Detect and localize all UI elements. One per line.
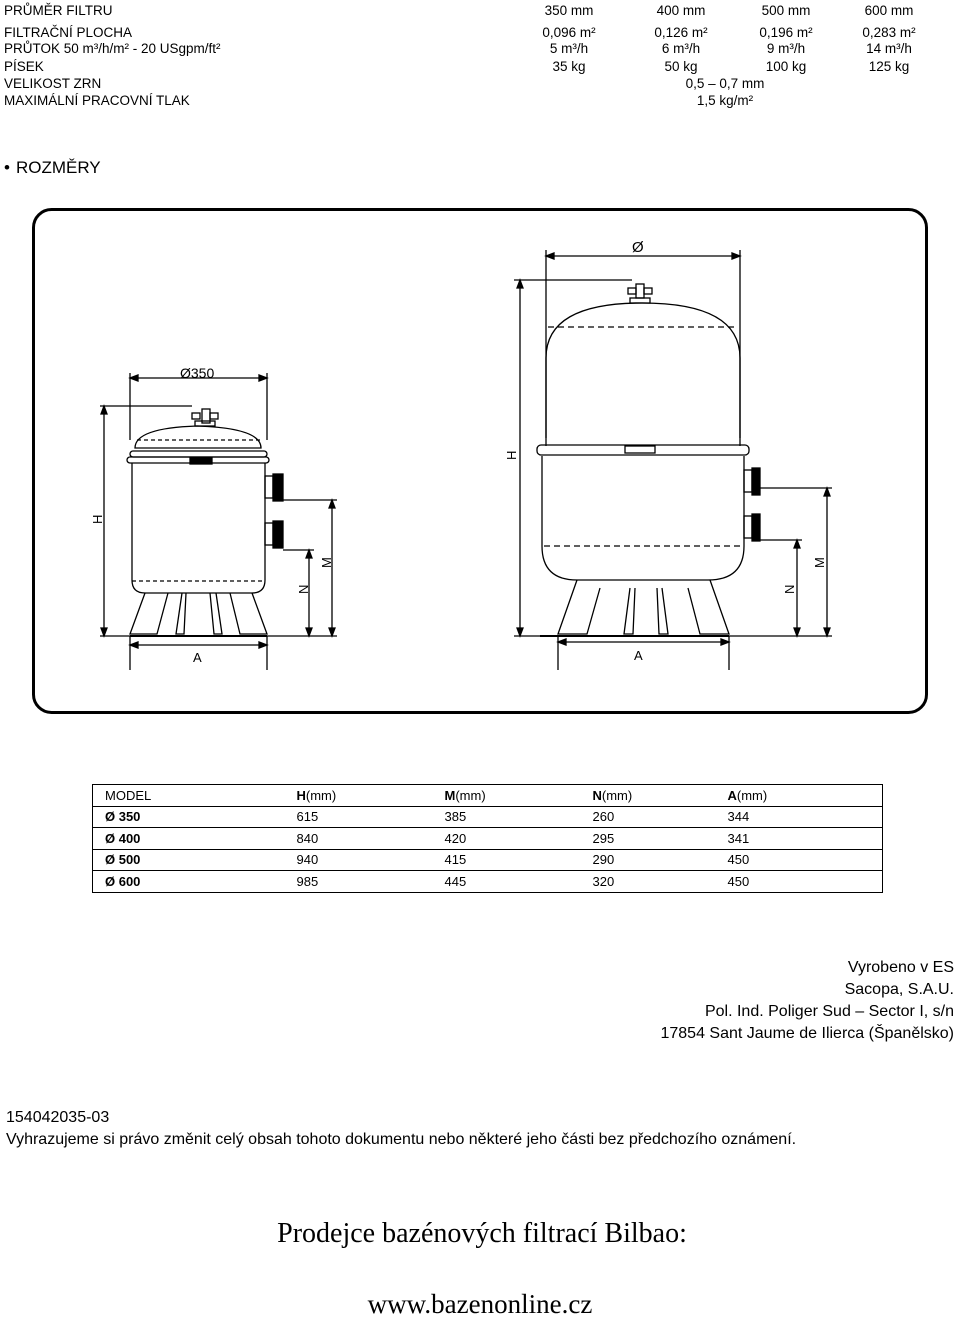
cell-n: 295 — [582, 828, 717, 850]
spec-value: 500 mm — [761, 3, 811, 18]
cell-n: 320 — [582, 871, 717, 893]
cell-model: Ø 350 — [93, 806, 286, 828]
cell-a: 341 — [717, 828, 883, 850]
spec-value: 100 kg — [765, 59, 807, 74]
cell-h: 940 — [286, 849, 434, 871]
cell-m: 415 — [434, 849, 582, 871]
manufacturer-line: Pol. Ind. Poliger Sud – Sector I, s/n — [704, 1003, 954, 1020]
cell-a: 450 — [717, 871, 883, 893]
dealer-text: Prodejce bazénových filtrací Bilbao: — [277, 1218, 687, 1249]
section-title-text: ROZMĚRY — [15, 158, 101, 177]
header-model: MODEL — [93, 785, 286, 807]
bullet: • — [4, 158, 10, 177]
spec-label: MAXIMÁLNÍ PRACOVNÍ TLAK — [4, 93, 190, 108]
header-a: A(mm) — [717, 785, 883, 807]
website-link[interactable]: www.bazenonline.cz — [367, 1289, 593, 1319]
cell-n: 290 — [582, 849, 717, 871]
spec-row-sand — [0, 58, 960, 75]
small-a-label: A — [193, 650, 202, 665]
section-heading — [4, 158, 101, 178]
header-h: H(mm) — [286, 785, 434, 807]
spec-value: 400 mm — [656, 3, 706, 18]
small-diameter-label: Ø350 — [180, 365, 215, 381]
spec-row-diameter — [0, 2, 960, 19]
large-n-label: N — [782, 584, 797, 594]
table-row — [93, 871, 883, 893]
spec-value: 0,283 m² — [862, 25, 916, 40]
spec-row-area — [0, 24, 960, 41]
cell-h: 840 — [286, 828, 434, 850]
document-number: 154042035-03 — [6, 1109, 110, 1126]
spec-value: 0,196 m² — [759, 25, 813, 40]
dimensions-table — [92, 784, 883, 893]
filter-dimension-drawing — [32, 208, 928, 714]
manufacturer-line: Sacopa, S.A.U. — [844, 981, 954, 998]
spec-row-grain — [0, 75, 960, 92]
spec-value: 5 m³/h — [549, 41, 589, 56]
cell-a: 344 — [717, 806, 883, 828]
manufacturer-line: Vyrobeno v ES — [847, 959, 954, 976]
spec-value: 1,5 kg/m² — [696, 93, 754, 108]
spec-value: 50 kg — [664, 59, 698, 74]
cell-a: 450 — [717, 849, 883, 871]
spec-value: 125 kg — [868, 59, 910, 74]
table-row — [93, 828, 883, 850]
cell-m: 445 — [434, 871, 582, 893]
spec-value: 0,126 m² — [654, 25, 708, 40]
manufacturer-line: 17854 Sant Jaume de Ilierca (Španělsko) — [660, 1025, 954, 1042]
spec-value: 9 m³/h — [766, 41, 806, 56]
table-row — [93, 806, 883, 828]
spec-row-pressure — [0, 92, 960, 109]
small-filter — [100, 373, 337, 670]
spec-label: FILTRAČNÍ PLOCHA — [4, 25, 133, 40]
table-row — [93, 849, 883, 871]
cell-model: Ø 400 — [93, 828, 286, 850]
large-a-label: A — [634, 648, 643, 663]
spec-value: 14 m³/h — [866, 41, 912, 56]
cell-n: 260 — [582, 806, 717, 828]
spec-label: VELIKOST ZRN — [4, 76, 102, 91]
table-header-row — [93, 785, 883, 807]
cell-m: 385 — [434, 806, 582, 828]
disclaimer: Vyhrazujeme si právo změnit celý obsah tohoto dokumentu nebo některé jeho části bez předchozího oznámení. — [6, 1131, 797, 1148]
small-n-label: N — [296, 584, 311, 594]
cell-h: 615 — [286, 806, 434, 828]
spec-value: 0,5 – 0,7 mm — [685, 76, 765, 91]
spec-value: 600 mm — [864, 3, 914, 18]
large-filter — [514, 250, 832, 670]
small-h-label: H — [90, 514, 105, 524]
large-diameter-label: Ø — [632, 239, 644, 256]
cell-model: Ø 500 — [93, 849, 286, 871]
spec-value: 350 mm — [544, 3, 594, 18]
manufacturer-block — [660, 957, 954, 1045]
large-m-label: M — [812, 557, 827, 568]
spec-value: 0,096 m² — [542, 25, 596, 40]
spec-label: PRŮMĚR FILTRU — [4, 3, 113, 18]
cell-m: 420 — [434, 828, 582, 850]
spec-label: PÍSEK — [4, 59, 44, 74]
spec-label: PRŮTOK 50 m³/h/m² - 20 USgpm/ft² — [4, 41, 221, 56]
header-n: N(mm) — [582, 785, 717, 807]
header-m: M(mm) — [434, 785, 582, 807]
spec-row-flow — [0, 40, 960, 57]
small-m-label: M — [319, 557, 334, 568]
spec-value: 35 kg — [552, 59, 586, 74]
dealer-heading — [0, 1218, 960, 1250]
cell-model: Ø 600 — [93, 871, 286, 893]
cell-h: 985 — [286, 871, 434, 893]
spec-value: 6 m³/h — [661, 41, 701, 56]
large-h-label: H — [504, 450, 519, 460]
